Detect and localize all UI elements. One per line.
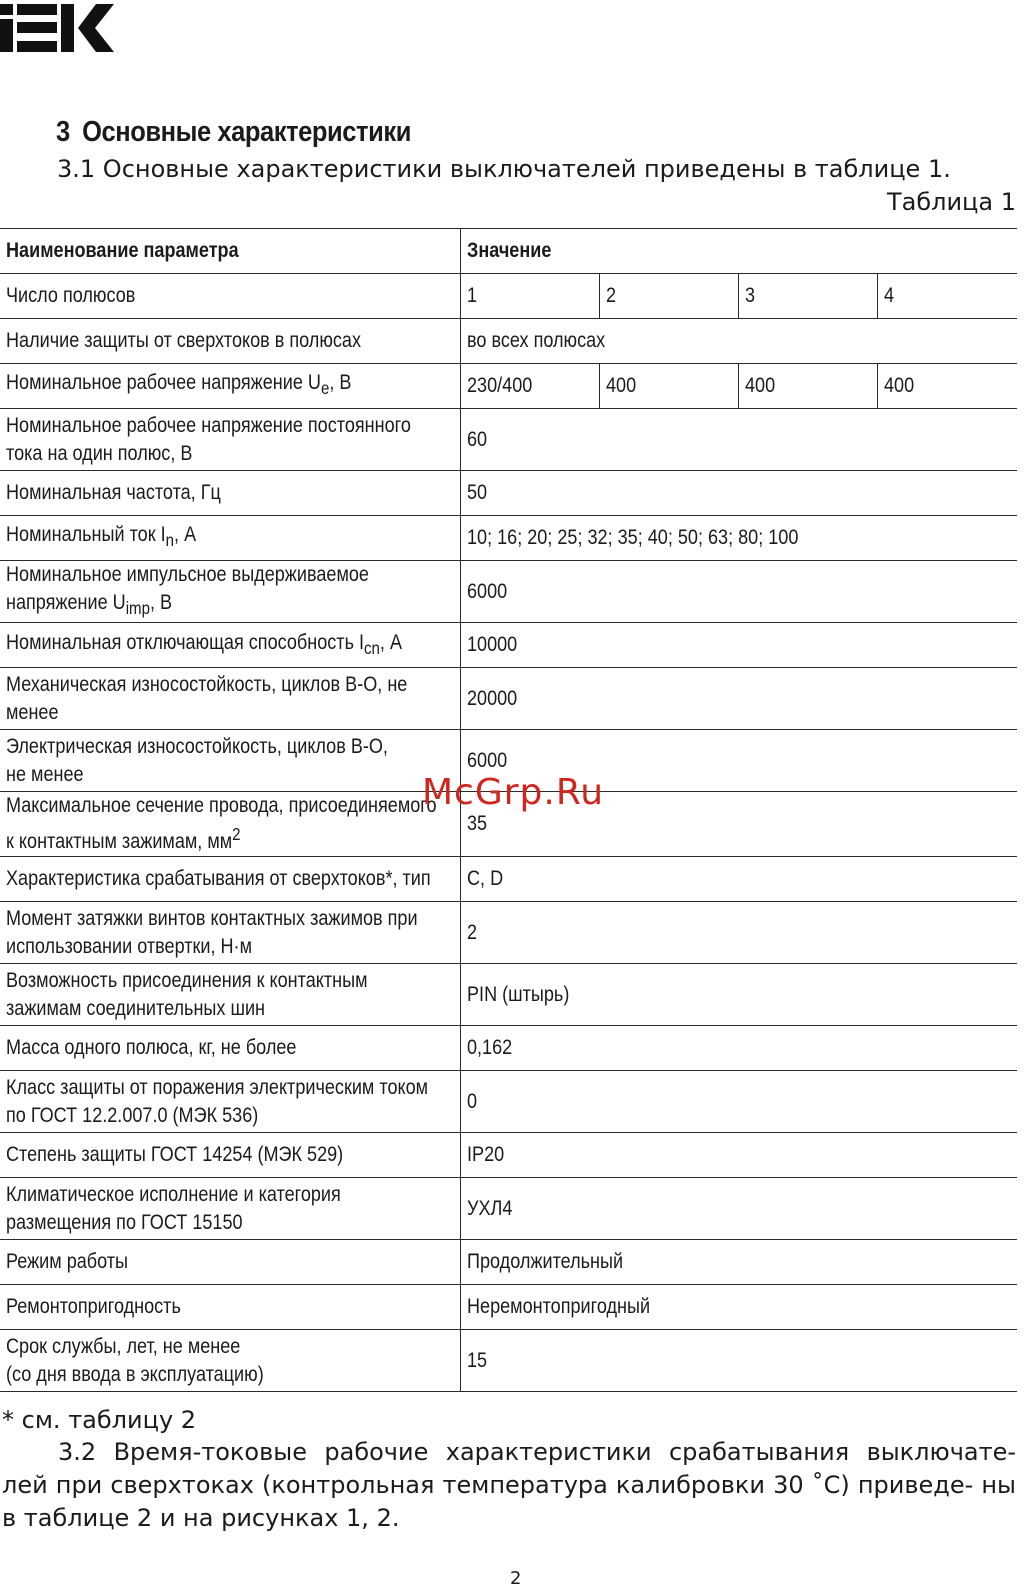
table-row — [0, 1133, 1017, 1178]
param-cell: Класс защиты от поражения электрическим током по ГОСТ 12.2.007.0 (МЭК 536) — [6, 1075, 429, 1127]
param-cell: Момент затяжки винтов контактных зажимов при использовании отвертки, Н·м — [6, 906, 418, 958]
section-title: Основные характеристики — [82, 116, 411, 148]
value-cell: 400 — [744, 374, 775, 397]
table-row — [0, 1285, 1017, 1330]
table-row — [0, 471, 1017, 516]
table-row — [0, 623, 1017, 668]
table-row — [0, 1330, 1017, 1392]
paragraph-3-2: 3.2 Время-токовые рабочие характеристики срабатывания выключате- лей при сверхтоках (контрольная температура калибровки 30 ˚С) приведе- ны в таблице 2 и на рисунках 1, 2. — [2, 1438, 1016, 1532]
header-param: Наименование параметра — [0, 229, 460, 274]
param-cell: Электрическая износостойкость, циклов В-О, не менее — [6, 734, 388, 786]
value-cell: 10000 — [466, 633, 517, 657]
table-row — [0, 964, 1017, 1026]
header-value: Значение — [460, 229, 1017, 274]
param-cell: Номинальное рабочее напряжение $U_e$, В — [6, 371, 352, 399]
value-cell: 15 — [466, 1348, 487, 1372]
table-row — [0, 364, 1017, 409]
param-cell: Номинальная частота, Гц — [6, 481, 221, 504]
watermark: McGrp.Ru — [422, 772, 605, 813]
table-row — [0, 1071, 1017, 1133]
value-cell: 6000 — [466, 579, 507, 603]
table-caption: Таблица 1 — [886, 188, 1016, 216]
table-row — [0, 857, 1017, 902]
param-cell: Срок службы, лет, не менее (со дня ввода в эксплуатацию) — [6, 1334, 264, 1386]
value-cell: Неремонтопригодный — [466, 1295, 650, 1319]
value-cell: 230/400 — [466, 374, 532, 397]
table-row — [0, 1240, 1017, 1285]
table-row — [0, 516, 1017, 561]
param-cell: Номинальная отключающая способность $I_{cn}$, А — [6, 630, 403, 658]
table-row — [0, 668, 1017, 730]
value-cell: 0,162 — [466, 1036, 512, 1060]
table-row — [0, 561, 1017, 623]
value-cell: во всех полюсах — [466, 329, 605, 352]
iek-logo — [0, 4, 115, 52]
value-cell: 1 — [466, 284, 477, 307]
value-cell: 400 — [605, 374, 636, 397]
value-cell: C, D — [466, 867, 503, 891]
page-number: 2 — [510, 1568, 522, 1589]
value-cell: 35 — [466, 812, 487, 836]
param-cell: Наличие защиты от сверхтоков в полюсах — [6, 329, 361, 352]
table-footnote: * см. таблицу 2 — [2, 1406, 197, 1434]
value-cell: 50 — [466, 481, 487, 504]
table-row — [0, 319, 1017, 364]
param-cell: Число полюсов — [6, 284, 136, 307]
value-cell: 4 — [883, 284, 894, 307]
value-cell: 6000 — [466, 748, 507, 772]
table-header-row — [0, 229, 1017, 274]
param-cell: Характеристика срабатывания от сверхтоков*, тип — [6, 867, 431, 891]
table-row — [0, 1026, 1017, 1071]
value-cell: 2 — [466, 920, 477, 944]
value-cell: Продолжительный — [466, 1250, 623, 1274]
table-row — [0, 409, 1017, 471]
table-row — [0, 902, 1017, 964]
param-cell: Ремонтопригодность — [6, 1295, 181, 1319]
value-cell: PIN (штырь) — [466, 982, 569, 1006]
paragraph-3-1: 3.1 Основные характеристики выключателей приведены в таблице 1. — [57, 155, 951, 183]
param-cell: Климатическое исполнение и категория размещения по ГОСТ 15150 — [6, 1182, 341, 1234]
value-cell: 2 — [605, 284, 616, 307]
param-cell: Механическая износостойкость, циклов В-О, не менее — [6, 672, 408, 724]
value-cell: IP20 — [466, 1143, 504, 1167]
section-number: 3 — [56, 116, 70, 148]
value-cell: 3 — [744, 284, 755, 307]
param-cell: Максимальное сечение провода, присоединяемого к контактным зажимам, $мм^2$ — [6, 794, 437, 854]
value-cell: 0 — [466, 1089, 477, 1113]
table-row — [0, 274, 1017, 319]
value-cell: УХЛ4 — [466, 1196, 512, 1220]
param-cell: Номинальное рабочее напряжение постоянного тока на один полюс, В — [6, 413, 411, 465]
param-cell: Степень защиты ГОСТ 14254 (МЭК 529) — [6, 1143, 344, 1167]
value-cell: 400 — [883, 374, 914, 397]
value-cell: 10; 16; 20; 25; 32; 35; 40; 50; 63; 80; 100 — [466, 526, 798, 549]
param-cell: Номинальное импульсное выдерживаемое напряжение $U_{imp}$, В — [6, 563, 369, 619]
param-cell: Номинальный ток $I_n$, А — [6, 523, 197, 551]
param-cell: Масса одного полюса, кг, не более — [6, 1036, 297, 1060]
param-cell: Возможность присоединения к контактным зажимам соединительных шин — [6, 968, 368, 1020]
param-cell: Режим работы — [6, 1250, 129, 1274]
value-cell: 20000 — [466, 686, 517, 710]
section-heading — [56, 116, 411, 149]
value-cell: 60 — [466, 427, 487, 451]
table-row — [0, 1178, 1017, 1240]
